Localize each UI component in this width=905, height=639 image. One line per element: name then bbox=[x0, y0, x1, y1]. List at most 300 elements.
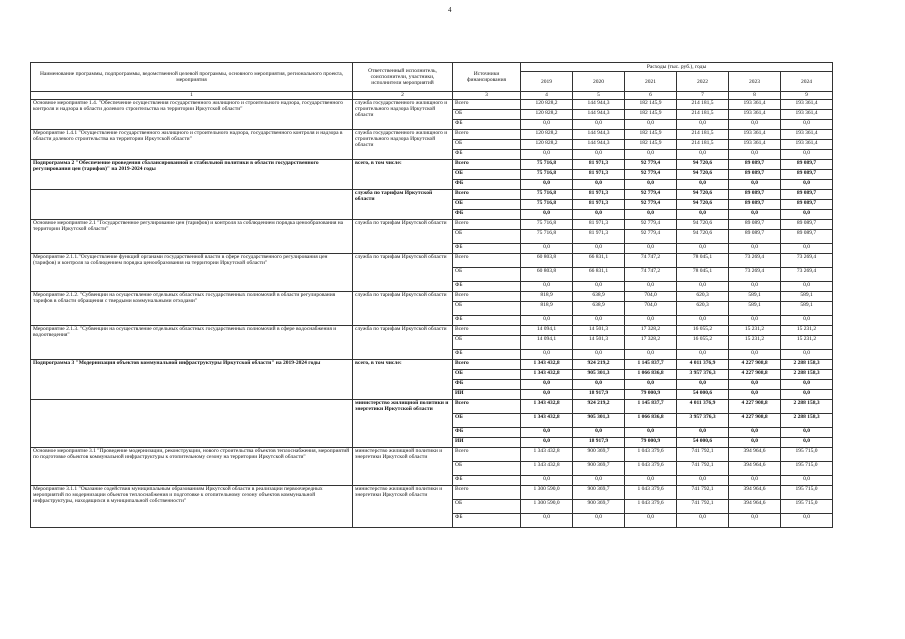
row-value: 818,9 bbox=[521, 302, 573, 316]
row-value: 1 343 432,8 bbox=[521, 448, 573, 462]
row-value: 0,0 bbox=[781, 514, 833, 528]
row-source: ФБ bbox=[453, 210, 521, 220]
row-source: ОБ bbox=[453, 302, 521, 316]
row-value: 78 045,1 bbox=[677, 268, 729, 282]
row-value: 0,0 bbox=[781, 316, 833, 326]
row-source: ФБ bbox=[453, 316, 521, 326]
row-value: 195 715,0 bbox=[781, 448, 833, 462]
table-row bbox=[31, 130, 833, 140]
row-value: 1 145 837,7 bbox=[625, 360, 677, 370]
row-value: 0,0 bbox=[677, 210, 729, 220]
column-index: 2 bbox=[353, 92, 453, 100]
row-value: 89 089,7 bbox=[781, 220, 833, 230]
row-name: Мероприятие 2.1.3. "Субвенции на осуществление отдельных областных государственных полномочий в сфере водоснабжения и водоотведения" bbox=[31, 326, 353, 360]
row-value: 120 828,2 bbox=[521, 140, 573, 150]
row-value: 81 971,3 bbox=[573, 160, 625, 170]
row-value: 18 917,9 bbox=[573, 390, 625, 400]
row-value: 0,0 bbox=[573, 428, 625, 438]
row-value: 14 501,3 bbox=[573, 336, 625, 350]
header-year: 2019 bbox=[521, 72, 573, 92]
row-value: 0,0 bbox=[677, 180, 729, 190]
header-year: 2021 bbox=[625, 72, 677, 92]
row-value: 54 000,6 bbox=[677, 438, 729, 448]
row-value: 94 720,6 bbox=[677, 220, 729, 230]
row-value: 0,0 bbox=[521, 390, 573, 400]
row-value: 0,0 bbox=[521, 316, 573, 326]
table-row bbox=[31, 486, 833, 500]
row-value: 0,0 bbox=[781, 120, 833, 130]
row-value: 0,0 bbox=[625, 244, 677, 254]
row-value: 75 716,8 bbox=[521, 230, 573, 244]
row-source: Всего bbox=[453, 220, 521, 230]
row-executor: министерство жилищной политики и энергетики Иркутской области bbox=[353, 448, 453, 486]
row-value: 0,0 bbox=[677, 150, 729, 160]
row-value: 89 089,7 bbox=[781, 230, 833, 244]
row-value: 589,1 bbox=[781, 292, 833, 302]
row-value: 0,0 bbox=[625, 316, 677, 326]
row-value: 394 964,6 bbox=[729, 462, 781, 476]
row-name: Мероприятие 2.1.2. "Субвенции на осуществление отдельных областных государственных полномочий в области регулирования тарифов в области обращения с твердыми коммунальными отходами" bbox=[31, 292, 353, 326]
row-source: ФБ bbox=[453, 282, 521, 292]
row-value: 144 944,3 bbox=[573, 110, 625, 120]
row-value: 60 803,8 bbox=[521, 254, 573, 268]
row-value: 1 043 379,6 bbox=[625, 500, 677, 514]
row-value: 14 094,1 bbox=[521, 326, 573, 336]
row-value: 193 361,4 bbox=[729, 110, 781, 120]
row-value: 3 957 376,3 bbox=[677, 370, 729, 380]
row-source: ОБ bbox=[453, 230, 521, 244]
row-source: ОБ bbox=[453, 268, 521, 282]
row-value: 182 145,9 bbox=[625, 130, 677, 140]
row-executor: служба по тарифам Иркутской области bbox=[353, 292, 453, 326]
row-value: 0,0 bbox=[729, 380, 781, 390]
row-source: ИИ bbox=[453, 438, 521, 448]
row-value: 0,0 bbox=[729, 350, 781, 360]
row-source: ОБ bbox=[453, 336, 521, 350]
row-value: 0,0 bbox=[677, 428, 729, 438]
row-source: ФБ bbox=[453, 244, 521, 254]
row-value: 182 145,9 bbox=[625, 110, 677, 120]
row-value: 14 501,3 bbox=[573, 326, 625, 336]
row-source: Всего bbox=[453, 100, 521, 110]
header-year: 2024 bbox=[781, 72, 833, 92]
header-year: 2022 bbox=[677, 72, 729, 92]
row-value: 214 181,5 bbox=[677, 130, 729, 140]
row-value: 0,0 bbox=[573, 150, 625, 160]
row-value: 0,0 bbox=[781, 244, 833, 254]
table-row bbox=[31, 326, 833, 336]
row-value: 94 720,6 bbox=[677, 160, 729, 170]
row-value: 0,0 bbox=[729, 180, 781, 190]
row-source: ФБ bbox=[453, 180, 521, 190]
row-executor: служба по тарифам Иркутской области bbox=[353, 190, 453, 220]
row-value: 1 043 379,6 bbox=[625, 448, 677, 462]
row-executor: служба государственного жилищного и строительного надзора Иркутской области bbox=[353, 130, 453, 160]
row-value: 900 369,7 bbox=[573, 448, 625, 462]
row-value: 0,0 bbox=[521, 428, 573, 438]
row-value: 73 269,4 bbox=[781, 254, 833, 268]
row-name: Основное мероприятие 1.4. "Обеспечение осуществления государственного жилищного и строительного надзора, государственного контроля и надзора в области долевого строительства на территории Иркутской области" bbox=[31, 100, 353, 130]
row-value: 75 716,8 bbox=[521, 220, 573, 230]
row-value: 741 792,1 bbox=[677, 462, 729, 476]
row-value: 1 043 379,6 bbox=[625, 486, 677, 500]
row-value: 0,0 bbox=[521, 350, 573, 360]
row-name: Основное мероприятие 2.1 "Государственное регулирование цен (тарифов) и контроля за соблюдением порядка ценообразования на территории Иркутской области" bbox=[31, 220, 353, 254]
row-value: 14 094,1 bbox=[521, 336, 573, 350]
row-source: Всего bbox=[453, 360, 521, 370]
row-executor: министерство жилищной политики и энергетики Иркутской области bbox=[353, 400, 453, 448]
row-source: ОБ bbox=[453, 200, 521, 210]
row-value: 0,0 bbox=[521, 514, 573, 528]
row-source: Всего bbox=[453, 130, 521, 140]
row-value: 0,0 bbox=[677, 244, 729, 254]
table-row bbox=[31, 100, 833, 110]
row-value: 15 231,2 bbox=[729, 336, 781, 350]
row-value: 0,0 bbox=[677, 120, 729, 130]
row-value: 589,1 bbox=[729, 292, 781, 302]
row-executor: служба по тарифам Иркутской области bbox=[353, 220, 453, 254]
row-value: 0,0 bbox=[573, 380, 625, 390]
row-value: 905 301,3 bbox=[573, 414, 625, 428]
row-value: 16 055,2 bbox=[677, 336, 729, 350]
row-source: ФБ bbox=[453, 150, 521, 160]
row-value: 1 066 836,8 bbox=[625, 370, 677, 380]
row-value: 92 779,4 bbox=[625, 160, 677, 170]
row-value: 89 089,7 bbox=[781, 160, 833, 170]
row-value: 81 971,3 bbox=[573, 170, 625, 180]
row-value: 4 011 376,9 bbox=[677, 400, 729, 414]
row-value: 15 231,2 bbox=[781, 326, 833, 336]
row-value: 0,0 bbox=[729, 120, 781, 130]
header-year: 2020 bbox=[573, 72, 625, 92]
row-value: 92 779,4 bbox=[625, 170, 677, 180]
row-value: 0,0 bbox=[625, 210, 677, 220]
row-source: ОБ bbox=[453, 370, 521, 380]
row-value: 1 043 379,6 bbox=[625, 462, 677, 476]
row-value: 78 045,1 bbox=[677, 254, 729, 268]
row-value: 0,0 bbox=[521, 438, 573, 448]
row-executor: всего, в том числе: bbox=[353, 160, 453, 190]
row-value: 89 089,7 bbox=[729, 200, 781, 210]
row-value: 0,0 bbox=[781, 428, 833, 438]
row-value: 704,0 bbox=[625, 292, 677, 302]
row-source: Всего bbox=[453, 486, 521, 500]
row-value: 66 831,1 bbox=[573, 254, 625, 268]
column-index: 8 bbox=[729, 92, 781, 100]
header-source: Источники финансирования bbox=[453, 63, 521, 92]
row-value: 193 361,4 bbox=[781, 110, 833, 120]
row-value: 75 716,8 bbox=[521, 200, 573, 210]
row-value: 0,0 bbox=[781, 380, 833, 390]
row-value: 214 181,5 bbox=[677, 100, 729, 110]
row-value: 0,0 bbox=[677, 350, 729, 360]
row-value: 1 066 836,8 bbox=[625, 414, 677, 428]
row-value: 0,0 bbox=[625, 514, 677, 528]
row-value: 0,0 bbox=[729, 282, 781, 292]
row-source: ФБ bbox=[453, 350, 521, 360]
column-index: 4 bbox=[521, 92, 573, 100]
row-value: 73 269,4 bbox=[729, 268, 781, 282]
row-value: 741 792,1 bbox=[677, 448, 729, 462]
table-row bbox=[31, 220, 833, 230]
row-value: 1 343 432,8 bbox=[521, 462, 573, 476]
header-row-top bbox=[31, 63, 833, 72]
row-value: 1 300 590,0 bbox=[521, 500, 573, 514]
table-row bbox=[31, 292, 833, 302]
row-value: 75 716,8 bbox=[521, 170, 573, 180]
row-value: 214 181,5 bbox=[677, 140, 729, 150]
row-value: 15 231,2 bbox=[729, 326, 781, 336]
row-value: 75 716,8 bbox=[521, 190, 573, 200]
table-row bbox=[31, 448, 833, 462]
row-source: ИИ bbox=[453, 390, 521, 400]
row-value: 0,0 bbox=[573, 210, 625, 220]
row-name: Основное мероприятие 3.1 "Проведение модернизации, реконструкции, нового строительства объектов теплоснабжения, мероприятий по подготовке объектов коммунальной инфраструктуры к отопительному сезону на территории Иркутской области" bbox=[31, 448, 353, 486]
column-index: 3 bbox=[453, 92, 521, 100]
row-value: 900 369,7 bbox=[573, 462, 625, 476]
row-value: 54 000,6 bbox=[677, 390, 729, 400]
row-value: 94 720,6 bbox=[677, 190, 729, 200]
row-source: ОБ bbox=[453, 414, 521, 428]
row-value: 394 964,6 bbox=[729, 448, 781, 462]
row-value: 4 227 908,8 bbox=[729, 370, 781, 380]
table-row bbox=[31, 190, 833, 200]
row-name bbox=[31, 400, 353, 448]
row-value: 0,0 bbox=[729, 428, 781, 438]
row-value: 0,0 bbox=[521, 380, 573, 390]
row-value: 0,0 bbox=[625, 350, 677, 360]
row-value: 924 219,2 bbox=[573, 360, 625, 370]
row-value: 900 369,7 bbox=[573, 500, 625, 514]
row-value: 89 089,7 bbox=[729, 170, 781, 180]
page-number: 4 bbox=[448, 6, 452, 14]
row-value: 0,0 bbox=[625, 282, 677, 292]
table-row bbox=[31, 160, 833, 170]
row-value: 0,0 bbox=[677, 380, 729, 390]
row-value: 924 219,2 bbox=[573, 400, 625, 414]
header-executor: Ответственный исполнитель, соисполнители, участники, исполнители мероприятий bbox=[353, 63, 453, 92]
row-executor: министерство жилищной политики и энергетики Иркутской области bbox=[353, 486, 453, 528]
row-value: 92 779,4 bbox=[625, 220, 677, 230]
row-value: 0,0 bbox=[729, 244, 781, 254]
row-value: 81 971,3 bbox=[573, 200, 625, 210]
row-value: 1 343 432,8 bbox=[521, 414, 573, 428]
row-value: 144 944,3 bbox=[573, 140, 625, 150]
row-value: 0,0 bbox=[677, 316, 729, 326]
row-value: 638,9 bbox=[573, 292, 625, 302]
row-source: Всего bbox=[453, 190, 521, 200]
row-value: 394 964,6 bbox=[729, 500, 781, 514]
row-name: Мероприятие 1.4.1 "Осуществление государственного жилищного и строительного надзора, государственного контроля и надзора в области долевого строительства на территории Иркутской области" bbox=[31, 130, 353, 160]
row-value: 704,0 bbox=[625, 302, 677, 316]
row-source: Всего bbox=[453, 400, 521, 414]
row-source: ФБ bbox=[453, 428, 521, 438]
row-source: ФБ bbox=[453, 120, 521, 130]
row-value: 193 361,4 bbox=[781, 100, 833, 110]
row-value: 0,0 bbox=[625, 380, 677, 390]
row-value: 94 720,6 bbox=[677, 170, 729, 180]
row-source: ОБ bbox=[453, 170, 521, 180]
row-value: 0,0 bbox=[573, 350, 625, 360]
row-value: 0,0 bbox=[521, 476, 573, 486]
row-value: 589,1 bbox=[781, 302, 833, 316]
row-value: 17 328,2 bbox=[625, 336, 677, 350]
row-value: 4 227 908,8 bbox=[729, 400, 781, 414]
row-value: 0,0 bbox=[625, 120, 677, 130]
row-value: 4 227 908,8 bbox=[729, 360, 781, 370]
row-value: 79 000,9 bbox=[625, 438, 677, 448]
row-value: 73 269,4 bbox=[781, 268, 833, 282]
row-value: 0,0 bbox=[781, 282, 833, 292]
row-value: 75 716,8 bbox=[521, 160, 573, 170]
budget-table bbox=[30, 62, 833, 528]
header-expenses: Расходы (тыс. руб.), годы bbox=[521, 63, 833, 72]
row-value: 620,3 bbox=[677, 302, 729, 316]
column-index: 1 bbox=[31, 92, 353, 100]
row-value: 195 715,0 bbox=[781, 462, 833, 476]
row-name: Мероприятие 3.1.1 "Оказание содействия муниципальным образованиям Иркутской области в реализации первоочередных мероприятий по модернизации объектов теплоснабжения и подготовке к отопительному сезону объектов коммунальной инфраструктуры, находящихся в муниципальной собственности" bbox=[31, 486, 353, 528]
row-value: 0,0 bbox=[521, 210, 573, 220]
row-value: 1 300 590,0 bbox=[521, 486, 573, 500]
row-value: 81 971,3 bbox=[573, 230, 625, 244]
row-value: 195 715,0 bbox=[781, 500, 833, 514]
row-value: 89 089,7 bbox=[781, 200, 833, 210]
row-value: 1 145 837,7 bbox=[625, 400, 677, 414]
row-value: 89 089,7 bbox=[781, 170, 833, 180]
row-value: 66 831,1 bbox=[573, 268, 625, 282]
row-value: 144 944,3 bbox=[573, 100, 625, 110]
row-value: 2 288 158,3 bbox=[781, 360, 833, 370]
row-value: 2 288 158,3 bbox=[781, 400, 833, 414]
row-source: ФБ bbox=[453, 380, 521, 390]
row-value: 900 369,7 bbox=[573, 486, 625, 500]
row-value: 0,0 bbox=[625, 476, 677, 486]
row-executor: служба по тарифам Иркутской области bbox=[353, 326, 453, 360]
row-source: Всего bbox=[453, 160, 521, 170]
table-body bbox=[31, 100, 833, 528]
header-year: 2023 bbox=[729, 72, 781, 92]
row-name bbox=[31, 190, 353, 220]
row-value: 0,0 bbox=[729, 438, 781, 448]
row-value: 89 089,7 bbox=[729, 220, 781, 230]
row-value: 193 361,4 bbox=[729, 130, 781, 140]
row-source: Всего bbox=[453, 292, 521, 302]
row-value: 89 089,7 bbox=[729, 160, 781, 170]
row-value: 92 779,4 bbox=[625, 230, 677, 244]
row-value: 120 828,2 bbox=[521, 110, 573, 120]
row-value: 0,0 bbox=[677, 514, 729, 528]
row-value: 0,0 bbox=[625, 180, 677, 190]
row-value: 0,0 bbox=[573, 120, 625, 130]
row-value: 94 720,6 bbox=[677, 230, 729, 244]
row-value: 0,0 bbox=[729, 210, 781, 220]
table-row bbox=[31, 400, 833, 414]
row-value: 1 343 432,8 bbox=[521, 400, 573, 414]
row-value: 0,0 bbox=[521, 180, 573, 190]
row-value: 0,0 bbox=[625, 428, 677, 438]
row-value: 0,0 bbox=[781, 390, 833, 400]
row-value: 0,0 bbox=[729, 316, 781, 326]
column-index: 6 bbox=[625, 92, 677, 100]
column-index: 7 bbox=[677, 92, 729, 100]
column-index: 9 bbox=[781, 92, 833, 100]
row-value: 60 803,8 bbox=[521, 268, 573, 282]
row-value: 0,0 bbox=[781, 438, 833, 448]
row-executor: служба по тарифам Иркутской области bbox=[353, 254, 453, 292]
row-source: ОБ bbox=[453, 500, 521, 514]
row-value: 73 269,4 bbox=[729, 254, 781, 268]
row-value: 195 715,0 bbox=[781, 486, 833, 500]
row-source: Всего bbox=[453, 448, 521, 462]
row-value: 182 145,9 bbox=[625, 100, 677, 110]
row-value: 1 343 432,8 bbox=[521, 370, 573, 380]
row-value: 0,0 bbox=[521, 150, 573, 160]
row-value: 0,0 bbox=[677, 476, 729, 486]
row-value: 0,0 bbox=[781, 180, 833, 190]
row-value: 81 971,3 bbox=[573, 190, 625, 200]
row-value: 120 828,2 bbox=[521, 130, 573, 140]
row-value: 193 361,4 bbox=[729, 100, 781, 110]
row-value: 394 964,6 bbox=[729, 486, 781, 500]
row-value: 0,0 bbox=[781, 350, 833, 360]
row-value: 89 089,7 bbox=[781, 190, 833, 200]
row-value: 0,0 bbox=[729, 514, 781, 528]
row-name: Подпрограмма 2 "Обеспечение проведения сбалансированной и стабильной политики в области государственного регулирования цен (тарифов)" на 2019-2024 годы bbox=[31, 160, 353, 190]
row-value: 589,1 bbox=[729, 302, 781, 316]
row-source: ОБ bbox=[453, 140, 521, 150]
row-value: 0,0 bbox=[573, 514, 625, 528]
row-value: 81 971,3 bbox=[573, 220, 625, 230]
row-value: 2 288 158,3 bbox=[781, 414, 833, 428]
row-value: 0,0 bbox=[781, 210, 833, 220]
row-value: 92 779,4 bbox=[625, 190, 677, 200]
column-index-row bbox=[31, 92, 833, 100]
row-source: ФБ bbox=[453, 476, 521, 486]
row-value: 79 000,9 bbox=[625, 390, 677, 400]
row-value: 0,0 bbox=[573, 244, 625, 254]
row-value: 18 917,9 bbox=[573, 438, 625, 448]
row-value: 0,0 bbox=[781, 150, 833, 160]
row-value: 92 779,4 bbox=[625, 200, 677, 210]
row-value: 89 089,7 bbox=[729, 230, 781, 244]
row-value: 120 828,2 bbox=[521, 100, 573, 110]
table-row bbox=[31, 254, 833, 268]
row-value: 0,0 bbox=[573, 316, 625, 326]
row-value: 193 361,4 bbox=[729, 140, 781, 150]
row-value: 74 747,2 bbox=[625, 268, 677, 282]
row-value: 74 747,2 bbox=[625, 254, 677, 268]
row-value: 193 361,4 bbox=[781, 140, 833, 150]
row-value: 214 181,5 bbox=[677, 110, 729, 120]
row-value: 620,3 bbox=[677, 292, 729, 302]
row-value: 89 089,7 bbox=[729, 190, 781, 200]
row-value: 2 288 158,3 bbox=[781, 370, 833, 380]
row-value: 0,0 bbox=[625, 150, 677, 160]
row-source: ФБ bbox=[453, 514, 521, 528]
row-value: 818,9 bbox=[521, 292, 573, 302]
row-value: 3 957 376,3 bbox=[677, 414, 729, 428]
row-value: 0,0 bbox=[521, 244, 573, 254]
row-value: 193 361,4 bbox=[781, 130, 833, 140]
row-value: 0,0 bbox=[521, 282, 573, 292]
row-value: 0,0 bbox=[521, 120, 573, 130]
row-value: 4 011 376,9 bbox=[677, 360, 729, 370]
row-value: 182 145,9 bbox=[625, 140, 677, 150]
row-value: 15 231,2 bbox=[781, 336, 833, 350]
row-value: 741 792,1 bbox=[677, 486, 729, 500]
row-value: 905 301,3 bbox=[573, 370, 625, 380]
row-executor: всего, в том числе: bbox=[353, 360, 453, 400]
